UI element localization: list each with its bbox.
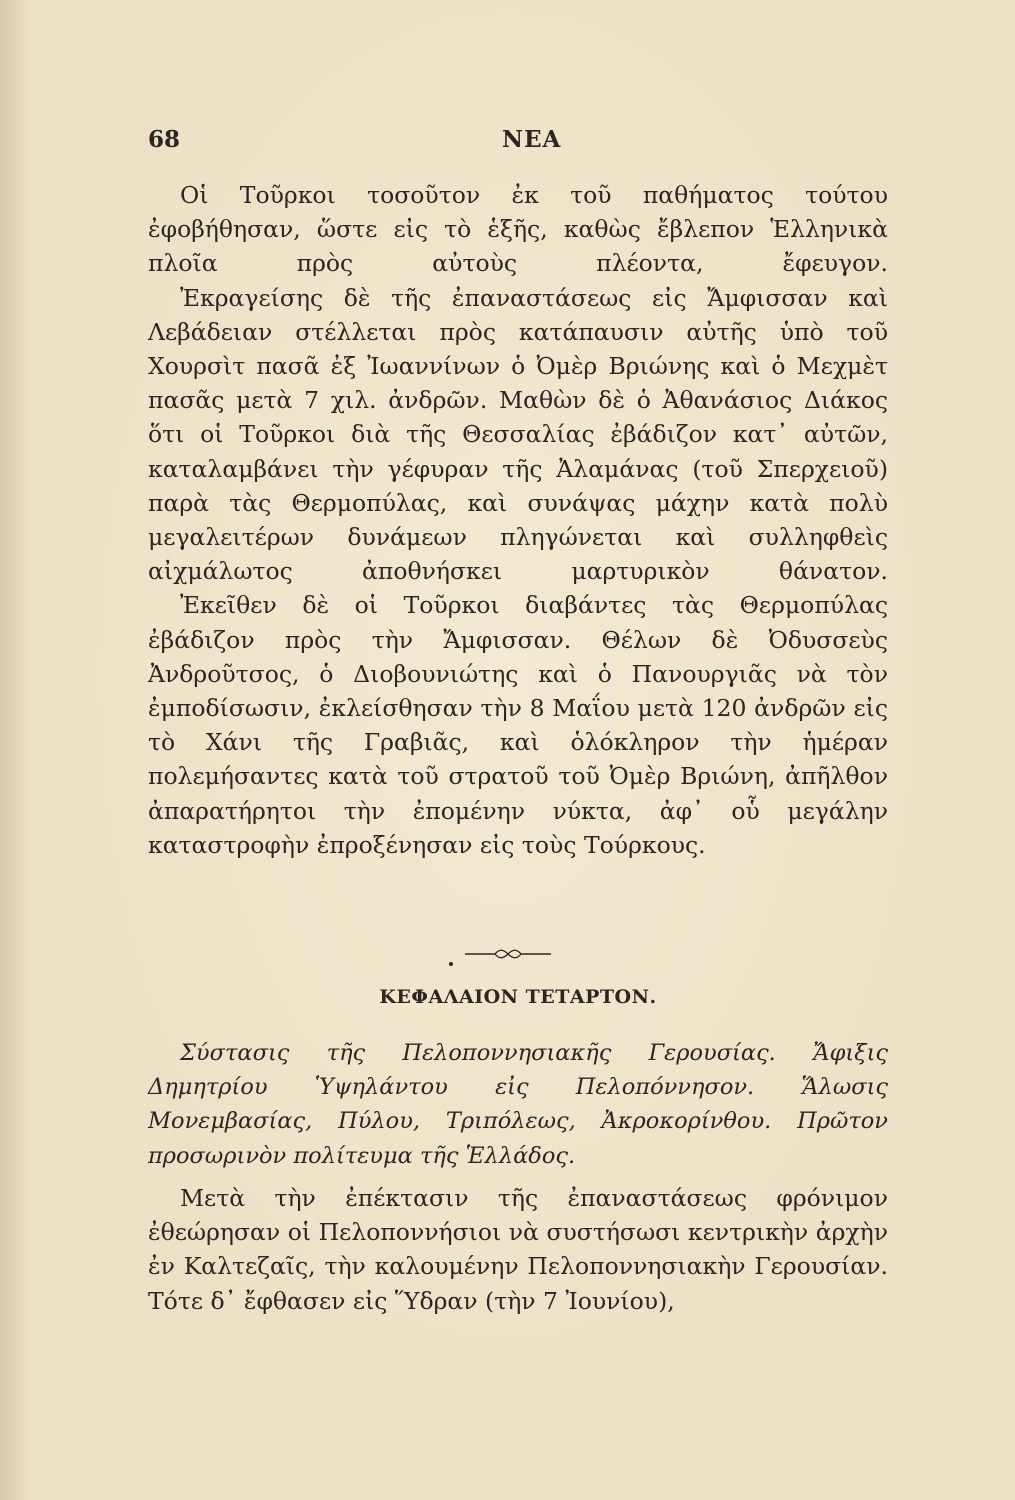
page-header xyxy=(148,126,888,160)
paragraph-turks-fear: Οἱ Τοῦρκοι τοσοῦτον ἐκ τοῦ παθήματος τούτου ἐφοβήθησαν, ὥστε εἰς τὸ ἑξῆς, καθὼς ἔβλεπον Ἑλληνικὰ πλοῖα πρὸς αὐτοὺς πλέοντα, ἔφευγον. xyxy=(148,181,888,278)
section-ornament xyxy=(0,944,1015,970)
chapter-heading: ΚΕΦΑΛΑΙΟΝ ΤΕΤΑΡΤΟΝ. xyxy=(379,986,657,1008)
page-edge-shadow xyxy=(0,0,30,1500)
chapter-body-text xyxy=(148,1181,888,1318)
chapter-summary xyxy=(148,1036,888,1173)
running-title: ΝΕΑ xyxy=(502,126,562,153)
body-text xyxy=(148,178,888,862)
ornament-rule-icon xyxy=(443,944,573,966)
paragraph-gravia-inn: Ἐκεῖθεν δὲ οἱ Τοῦρκοι διαβάντες τὰς Θερμοπύλας ἐβάδιζον πρὸς τὴν Ἄμφισσαν. Θέλων δὲ Ὀδυσσεὺς Ἀνδροῦτσος, ὁ Διοβουνιώτης καὶ ὁ Πανουργιᾶς νὰ τὸν ἐμποδίσωσιν, ἐκλείσθησαν τὴν 8 Μαΐου μετὰ 120 ἀνδρῶν εἰς τὸ Χάνι τῆς Γραβιᾶς, καὶ ὁλόκληρον τὴν ἡμέραν πολεμήσαντες κατὰ τοῦ στρατοῦ τοῦ Ὀμὲρ Βριώνη, ἀπῆλθον ἀπαρατήρητοι τὴν ἐπομένην νύκτα, ἀφ᾽ οὗ μεγάλην καταστροφὴν ἐπροξένησαν εἰς τοὺς Τούρκους. xyxy=(148,591,888,859)
chapter-summary-text: Σύστασις τῆς Πελοποννησιακῆς Γερουσίας. Ἄφιξις Δημητρίου Ὑψηλάντου εἰς Πελοπόννησον. Ἅλωσις Μονεμβασίας, Πύλου, Τριπόλεως, Ἀκροκορίνθου. Πρῶτον προσωρινὸν πολίτευμα τῆς Ἑλλάδος. xyxy=(148,1040,888,1169)
page-number: 68 xyxy=(148,126,181,153)
paragraph-peloponnesian-senate: Μετὰ τὴν ἐπέκτασιν τῆς ἐπαναστάσεως φρόνιμον ἐθεώρησαν οἱ Πελοποννήσιοι νὰ συστήσωσι κεντρικὴν ἀρχὴν ἐν Καλτεζαῖς, τὴν καλουμένην Πελοποννησιακὴν Γερουσίαν. Τότε δ᾽ ἔφθασεν εἰς Ὕδραν (τὴν 7 Ἰουνίου), xyxy=(148,1184,888,1315)
paragraph-diakos-alamana: Ἐκραγείσης δὲ τῆς ἐπαναστάσεως εἰς Ἄμφισσαν καὶ Λεβάδειαν στέλλεται πρὸς κατάπαυσιν αὐτῆς ὑπὸ τοῦ Χουρσὶτ πασᾶ ἐξ Ἰωαννίνων ὁ Ὀμὲρ Βριώνης καὶ ὁ Μεχμὲτ πασᾶς μετὰ 7 χιλ. ἀνδρῶν. Μαθὼν δὲ ὁ Ἀθανάσιος Διάκος ὅτι οἱ Τοῦρκοι διὰ τῆς Θεσσαλίας ἐβάδιζον κατ᾽ αὐτῶν, καταλαμβάνει τὴν γέφυραν τῆς Ἀλαμάνας (τοῦ Σπερχειοῦ) παρὰ τὰς Θερμοπύλας, καὶ συνάψας μάχην κατὰ πολὺ μεγαλειτέρων δυνάμεων πληγώνεται καὶ συλληφθεὶς αἰχμάλωτος ἀποθνήσκει μαρτυρικὸν θάνατον. xyxy=(148,283,888,586)
